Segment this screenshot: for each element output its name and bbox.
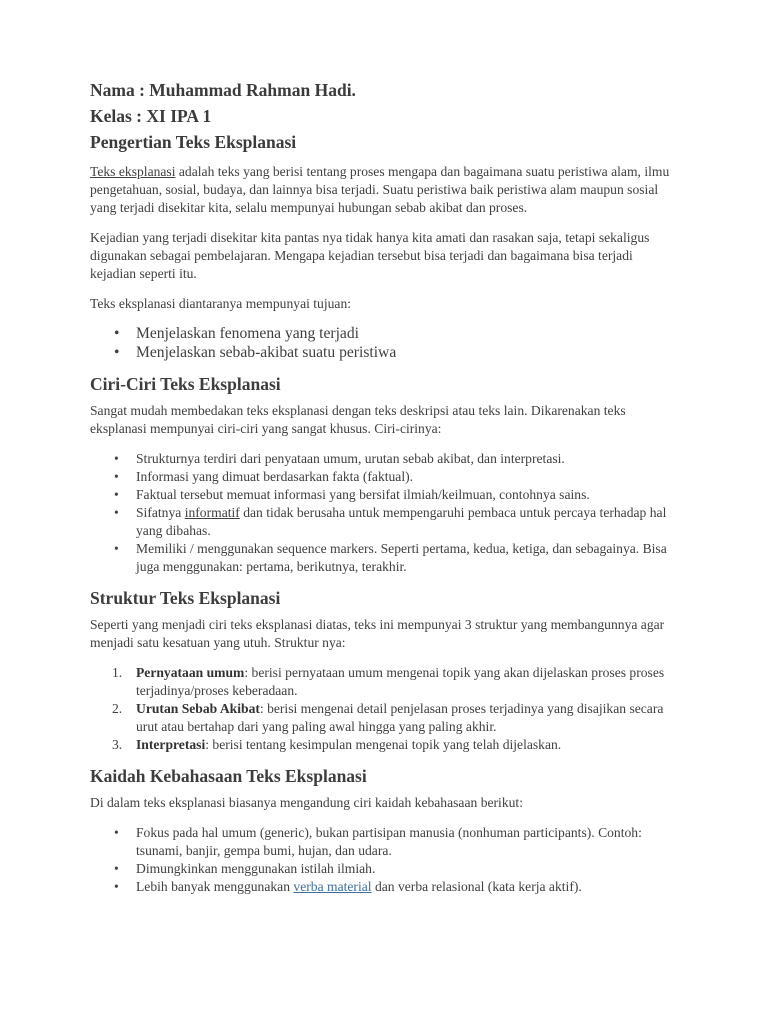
list-item <box>136 504 678 540</box>
section-title-struktur: Struktur Teks Eksplanasi <box>90 588 281 608</box>
struktur-desc: : berisi tentang kesimpulan mengenai topik yang telah dijelaskan. <box>205 737 562 752</box>
list-item: • Dimungkinkan menggunakan istilah ilmiah. <box>136 860 678 878</box>
kaidah-item3-post: dan verba relasional (kata kerja aktif). <box>371 879 582 894</box>
list-item: • Strukturnya terdiri dari penyataan umum, urutan sebab akibat, dan interpretasi. <box>136 450 678 468</box>
kaidah-item3-pre: Lebih banyak menggunakan <box>136 879 294 894</box>
list-number: 2. <box>112 701 123 716</box>
pengertian-paragraph-3: Teks eksplanasi diantaranya mempunyai tujuan: <box>90 296 352 311</box>
verba-material-link[interactable]: verba material <box>293 879 372 894</box>
ciri-intro: Sangat mudah membedakan teks eksplanasi dengan teks deskripsi atau teks lain. Dikarenakan teks eksplanasi mempunyai ciri-ciri yang sangat khusus. Ciri-cirinya: <box>90 403 626 436</box>
tujuan-list <box>90 324 678 362</box>
struktur-term: Urutan Sebab Akibat <box>136 701 260 716</box>
struktur-desc: : berisi pernyataan umum mengenai topik yang akan dijelaskan proses proses terjadinya/proses keberadaan. <box>136 665 665 698</box>
kaidah-list <box>90 824 678 896</box>
ciri-item4-post: dan tidak berusaha untuk mempengaruhi pembaca untuk percaya terhadap hal yang dibahas. <box>136 505 667 538</box>
student-name: Nama : Muhammad Rahman Hadi. <box>90 80 356 100</box>
struktur-term: Pernyataan umum <box>136 665 245 680</box>
list-item: • Menjelaskan fenomena yang terjadi <box>136 324 678 343</box>
struktur-intro: Seperti yang menjadi ciri teks eksplanasi diatas, teks ini mempunyai 3 struktur yang membangunnya agar menjadi satu kesatuan yang utuh. Struktur nya: <box>90 617 665 650</box>
list-item <box>112 664 678 700</box>
kaidah-intro: Di dalam teks eksplanasi biasanya mengandung ciri kaidah kebahasaan berikut: <box>90 795 523 810</box>
list-item: • Fokus pada hal umum (generic), bukan partisipan manusia (nonhuman participants). Contoh: tsunami, banjir, gempa bumi, hujan, dan udara. <box>136 824 678 860</box>
section-title-kaidah: Kaidah Kebahasaan Teks Eksplanasi <box>90 766 367 786</box>
teks-eksplanasi-term: Teks eksplanasi <box>90 164 176 179</box>
list-item: • Memiliki / menggunakan sequence markers. Seperti pertama, kedua, ketiga, dan sebagainya. Bisa juga menggunakan: pertama, berikutnya, terakhir. <box>136 540 678 576</box>
list-number: 3. <box>112 737 123 752</box>
list-item <box>112 736 678 754</box>
list-item: • Faktual tersebut memuat informasi yang bersifat ilmiah/keilmuan, contohnya sains. <box>136 486 678 504</box>
ciri-item4-pre: Sifatnya <box>136 505 185 520</box>
pengertian-paragraph-2: Kejadian yang terjadi disekitar kita pantas nya tidak hanya kita amati dan rasakan saja, tetapi sekaligus digunakan sebagai pembelajaran. Mengapa kejadian tersebut bisa terjadi dan bagaimana bisa terjadi kejadian seperti itu. <box>90 230 650 281</box>
pengertian-paragraph-1-text: adalah teks yang berisi tentang proses mengapa dan bagaimana suatu peristiwa alam, ilmu pengetahuan, sosial, budaya, dan lainnya bisa terjadi. Suatu peristiwa baik peristiwa alam maupun sosial yang terjadi disekitar kita, selalu mempunyai hubungan sebab akibat dan proses. <box>90 164 670 215</box>
struktur-list <box>90 664 678 754</box>
list-item <box>112 700 678 736</box>
student-class: Kelas : XI IPA 1 <box>90 106 212 126</box>
section-title-ciri: Ciri-Ciri Teks Eksplanasi <box>90 374 281 394</box>
list-item: • Informasi yang dimuat berdasarkan fakta (faktual). <box>136 468 678 486</box>
list-number: 1. <box>112 665 123 680</box>
list-item: • Menjelaskan sebab-akibat suatu peristiwa <box>136 343 678 362</box>
struktur-desc: : berisi mengenai detail penjelasan proses terjadinya yang disajikan secara urut atau bertahap dari yang paling awal hingga yang paling akhir. <box>136 701 664 734</box>
struktur-term: Interpretasi <box>136 737 206 752</box>
section-title-pengertian: Pengertian Teks Eksplanasi <box>90 132 297 152</box>
informatif-link[interactable]: informatif <box>184 505 240 520</box>
list-item <box>136 878 678 896</box>
ciri-list <box>90 450 678 576</box>
pengertian-paragraph-1 <box>90 163 678 217</box>
